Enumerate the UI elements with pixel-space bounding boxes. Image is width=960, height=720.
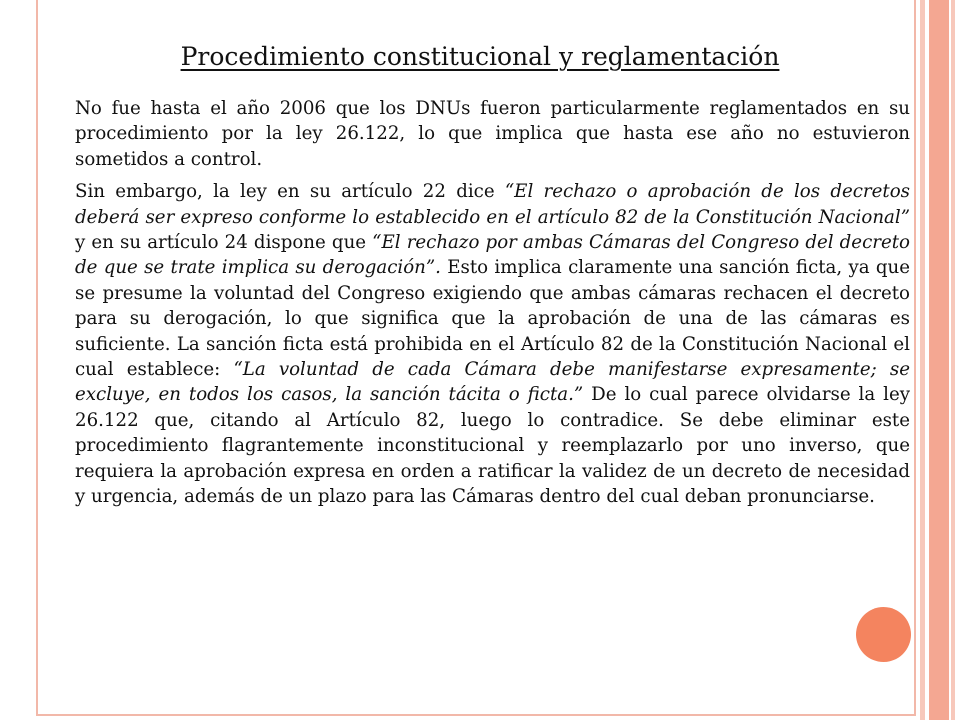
paragraph-1: No fue hasta el año 2006 que los DNUs fueron particularmente reglamentados en su procedimiento por la ley 26.122, lo que implica que hasta ese año no estuvieron sometidos a control. xyxy=(75,98,910,170)
side-bar-wide xyxy=(929,0,949,720)
side-bar-thin-right xyxy=(951,0,955,720)
p2-text-3: Esto implica claramente una sanción ficta, ya que se presume la voluntad del Congreso exigiendo que ambas cámaras rechacen el decreto para su derogación, lo que significa que la aprobación de una de las cámaras es suficiente. La sanción ficta está prohibida en el Artículo 82 de la Constitución Nacional el cual establece: xyxy=(75,257,910,381)
accent-circle xyxy=(856,607,911,662)
p2-text-4: De lo cual parece olvidarse la ley 26.122 que, citando al Artículo 82, luego lo contradice. Se debe eliminar este procedimiento flagrantemente inconstitucional y reemplazarlo por uno inverso, que requiera la aprobación expresa en orden a ratificar la validez de un decreto de necesidad y urgencia, además de un plazo para las Cámaras dentro del cual deban pronunciarse. xyxy=(75,384,910,508)
p2-text-1: Sin embargo, la ley en su artículo 22 dice xyxy=(75,181,505,203)
p2-text-2: y en su artículo 24 dispone que xyxy=(75,232,373,254)
slide-body xyxy=(75,96,910,517)
side-bar-thin-left xyxy=(920,0,925,720)
p2-quote-art24: “El rechazo por ambas Cámaras del Congreso del decreto de que se trate implica su derogación”. xyxy=(75,232,910,279)
p2-quote-art82: “La voluntad de cada Cámara debe manifestarse expresamente; se excluye, en todos los casos, la sanción tácita o ficta.” xyxy=(75,359,911,406)
decorative-side-bars xyxy=(920,0,960,720)
paragraph-2 xyxy=(75,179,910,509)
slide-title: Procedimiento constitucional y reglamentación xyxy=(180,42,780,71)
p2-quote-art22: “El rechazo o aprobación de los decretos deberá ser expreso conforme lo establecido en el artículo 82 de la Constitución Nacional” xyxy=(75,181,910,228)
